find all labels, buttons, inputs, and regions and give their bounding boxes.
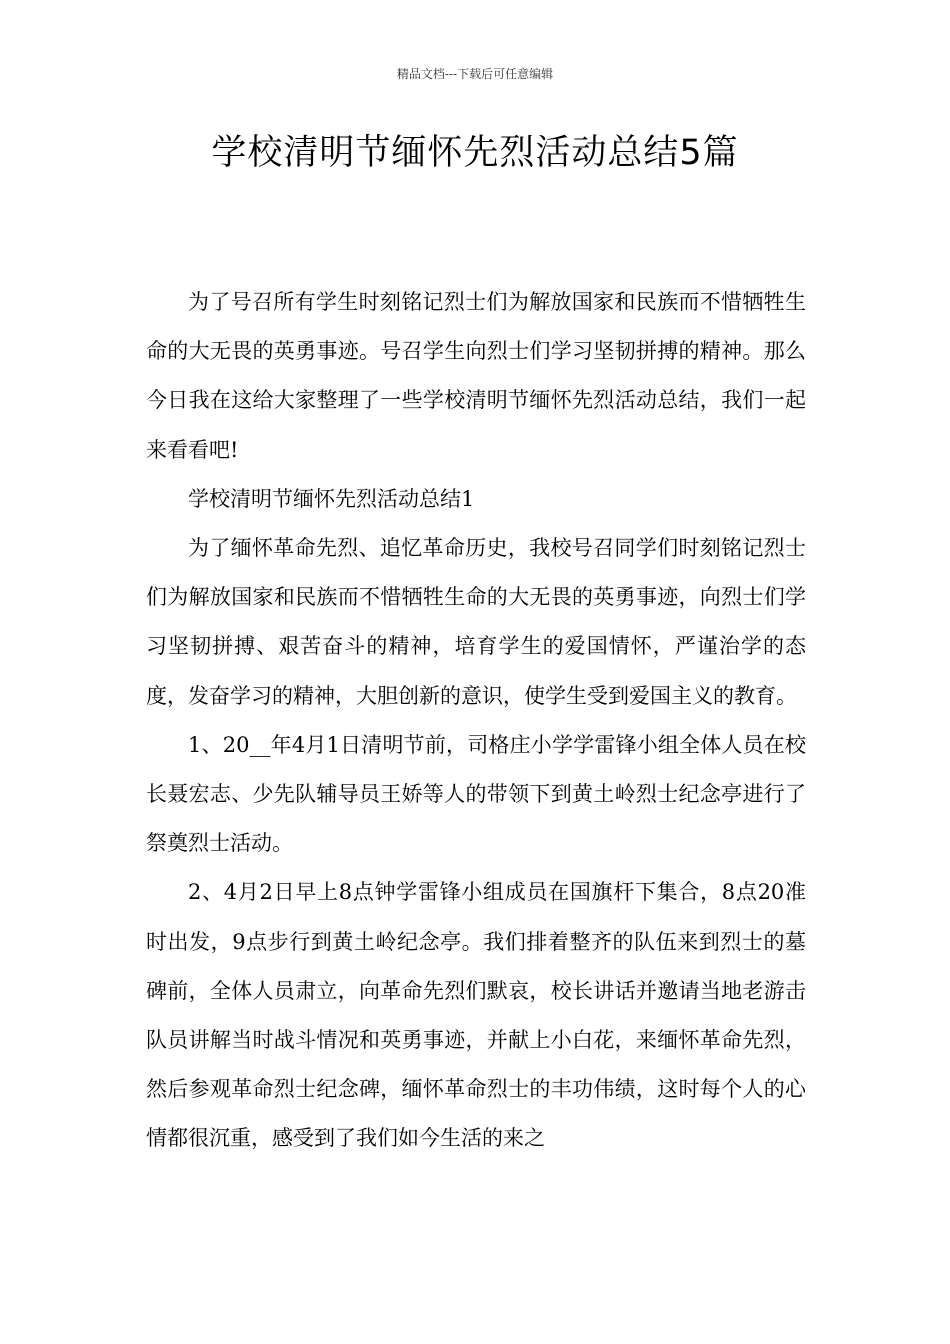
document-title: 学校清明节缅怀先烈活动总结5篇 — [211, 133, 739, 173]
section-heading: 学校清明节缅怀先烈活动总结1 — [188, 486, 475, 511]
body-paragraph: 1、20__年4月1日清明节前，司格庄小学学雷锋小组全体人员在校长聂宏志、少先队辅导员王娇等人的带领下到黄土岭烈士纪念亭进行了祭奠烈士活动。 — [146, 732, 806, 856]
header-note: 精品文档---下载后可任意编辑 — [396, 67, 554, 81]
document-body — [146, 278, 806, 1164]
body-paragraph: 为了缅怀革命先烈、追忆革命历史，我校号召同学们时刻铭记烈士们为解放国家和民族而不惜牺牲生命的大无畏的英勇事迹，向烈士们学习坚韧拼搏、艰苦奋斗的精神，培育学生的爱国情怀，严谨治学的态度，发奋学习的精神，大胆创新的意识，使学生受到爱国主义的教育。 — [146, 536, 806, 708]
intro-paragraph: 为了号召所有学生时刻铭记烈士们为解放国家和民族而不惜牺牲生命的大无畏的英勇事迹。号召学生向烈士们学习坚韧拼搏的精神。那么今日我在这给大家整理了一些学校清明节缅怀先烈活动总结，我们一起来看看吧! — [146, 290, 806, 462]
body-paragraph: 2、4月2日早上8点钟学雷锋小组成员在国旗杆下集合，8点20准时出发，9点步行到黄土岭纪念亭。我们排着整齐的队伍来到烈士的墓碑前，全体人员肃立，向革命先烈们默哀，校长讲话并邀请当地老游击队员讲解当时战斗情况和英勇事迹，并献上小白花，来缅怀革命先烈，然后参观革命烈士纪念碑，缅怀革命烈士的丰功伟绩，这时每个人的心情都很沉重，感受到了我们如今生活的来之 — [146, 880, 806, 1151]
